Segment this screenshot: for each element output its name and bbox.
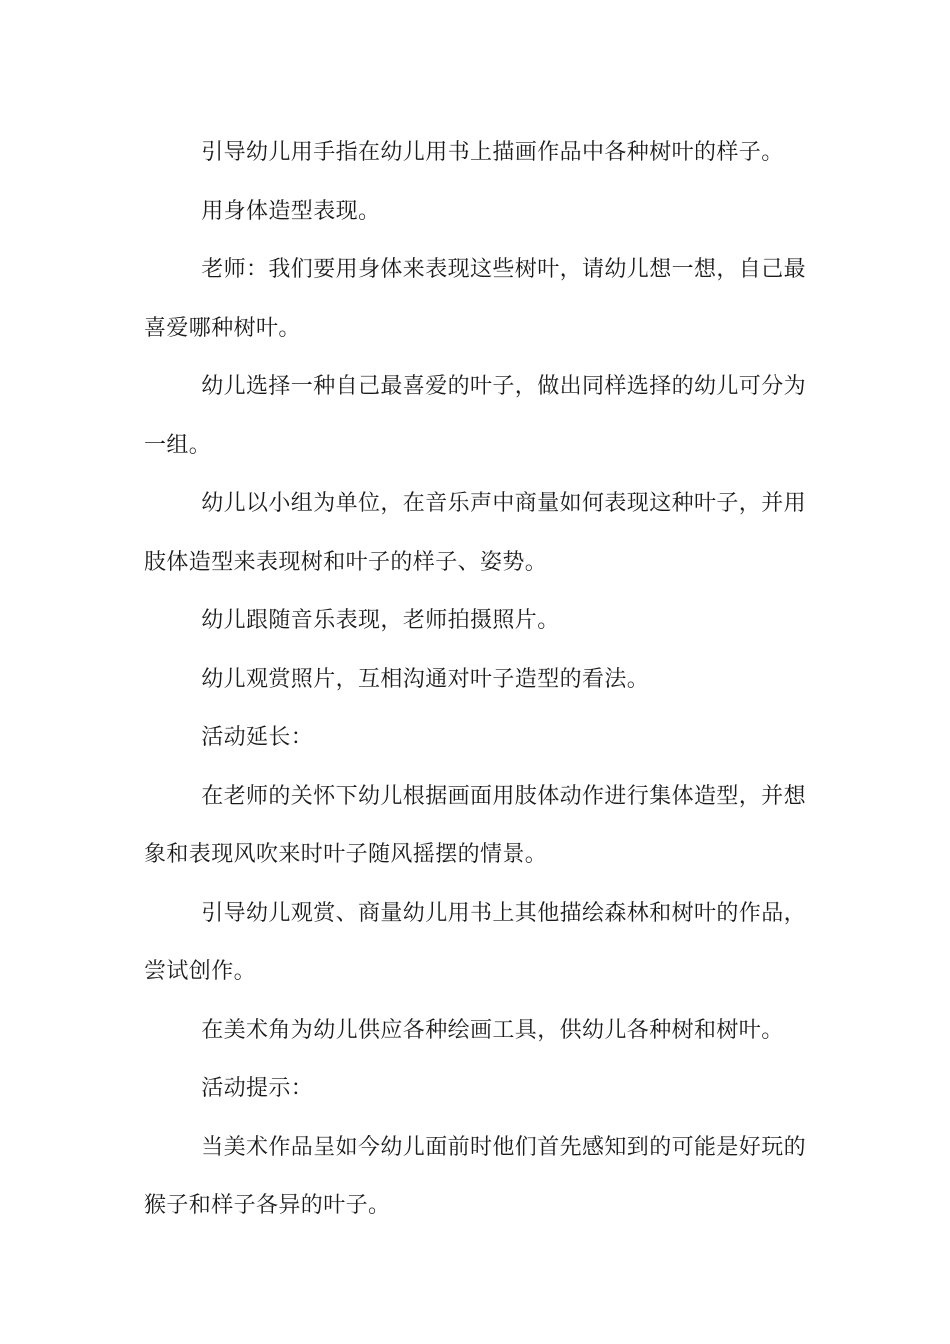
paragraph-trace-leaves: 引导幼儿用手指在幼儿用书上描画作品中各种树叶的样子。 — [201, 140, 784, 165]
paragraph-view-photos: 幼儿观赏照片，互相沟通对叶子造型的看法。 — [201, 666, 650, 692]
paragraph-music-photo: 幼儿跟随音乐表现，老师拍摄照片。 — [201, 608, 560, 633]
heading-activity-tips: 活动提示： — [201, 1076, 314, 1101]
paragraph-group-modeling: 在老师的关怀下幼儿根据画面用肢体动作进行集体造型，并想象和表现风吹来时叶子随风摇摆的情景。 — [144, 783, 806, 867]
document-body — [144, 124, 806, 1236]
paragraph-body-pose: 用身体造型表现。 — [201, 198, 381, 224]
paragraph-choose-leaf: 幼儿选择一种自己最喜爱的叶子，做出同样选择的幼儿可分为一组。 — [144, 374, 806, 458]
paragraph-art-corner: 在美术角为幼儿供应各种绘画工具，供幼儿各种树和树叶。 — [201, 1017, 784, 1043]
heading-activity-extension: 活动延长： — [201, 725, 314, 750]
paragraph-teacher-prompt: 老师：我们要用身体来表现这些树叶，请幼儿想一想，自己最喜爱哪种树叶。 — [144, 257, 806, 341]
paragraph-other-works: 引导幼儿观赏、商量幼儿用书上其他描绘森林和树叶的作品，尝试创作。 — [144, 900, 806, 984]
paragraph-first-impression: 当美术作品呈如今幼儿面前时他们首先感知到的可能是好玩的猴子和样子各异的叶子。 — [144, 1134, 806, 1218]
paragraph-group-discuss: 幼儿以小组为单位，在音乐声中商量如何表现这种叶子，并用肢体造型来表现树和叶子的样子、姿势。 — [144, 491, 806, 575]
